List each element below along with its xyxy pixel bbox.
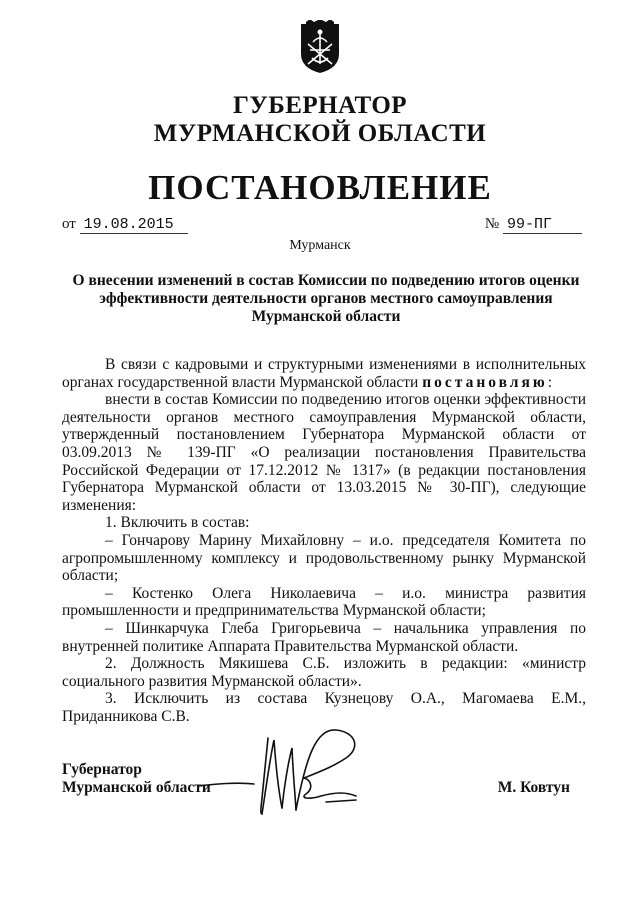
intro-paragraph: В связи с кадровыми и структурными изменениями в исполнительных органах государственной власти Мурманской области постановляю: [62, 356, 586, 391]
amend-paragraph: внести в состав Комиссии по подведению итогов оценки эффективности деятельности органов местного самоуправления Мурманской области, утвержденный постановлением Губернатора Мурманской области от 03.09.2013 № 139-ПГ «О реализации постановления Правительства Российской Федерации от 17.12.2012 № 1317» (в редакции постановления Губернатора Мурманской области от 13.03.2015 № 30-ПГ), следующие изменения: [62, 391, 586, 514]
number-line [485, 216, 582, 234]
coat-of-arms-icon [298, 20, 342, 74]
city: Мурманск [289, 238, 351, 253]
item-1b: – Костенко Олега Николаевича – и.о. министра развития промышленности и предпринимательства Мурманской области; [62, 584, 586, 620]
date-prefix: от [62, 216, 76, 232]
handwritten-signature [196, 718, 371, 818]
signer-title: Губернатор Мурманской области [62, 761, 211, 796]
item-1c: – Шинкарчука Глеба Григорьевича – начальника управления по внутренней политике Аппарата Правительства Мурманской области. [62, 619, 586, 655]
document-type-title: ПОСТАНОВЛЕНИЕ [148, 168, 492, 207]
authority-title-line1: ГУБЕРНАТОР [232, 92, 408, 119]
item-2: 2. Должность Мякишева С.Б. изложить в редакции: «министр социального развития Мурманской области». [62, 655, 586, 690]
date-line [62, 216, 188, 234]
number-prefix: № [484, 216, 500, 232]
document-body [62, 356, 586, 725]
document-date: 19.08.2015 [80, 217, 188, 234]
document-number: 99-ПГ [503, 217, 582, 234]
signer-name: М. Ковтун [497, 779, 570, 796]
item-3: 3. Исключить из состава Кузнецову О.А., Магомаева Е.М., Приданникова С.В. [62, 690, 586, 725]
document-subject: О внесении изменений в состав Комиссии по подведению итогов оценки эффективности деятельности органов местного самоуправления Мурманской области [72, 272, 580, 325]
item-1: 1. Включить в состав: [105, 514, 250, 532]
authority-title-line2: МУРМАНСКОЙ ОБЛАСТИ [153, 120, 487, 147]
item-1a: – Гончарову Марину Михайловну – и.о. председателя Комитета по агропромышленному комплексу и продовольственному рынку Мурманской области; [62, 531, 586, 585]
decree-word: постановляю [422, 373, 548, 391]
